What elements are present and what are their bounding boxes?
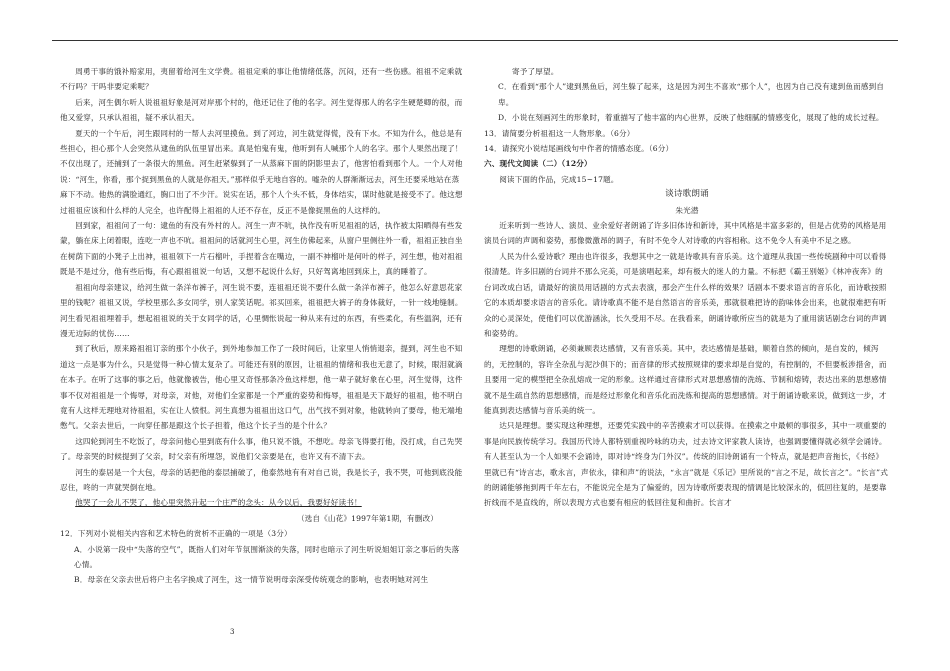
- source-note: （选自《山花》1997年第1期，有删改）: [296, 513, 438, 523]
- question-text: 12．下列对小说相关内容和艺术特色的赏析不正确的一项是（3分）: [60, 529, 292, 539]
- paragraph: 这四轮到河生不吃饭了，母亲问他心里到底有什么事，他只说不饿，不想吃。母亲飞得要打他，没打成，自己先哭了。母亲哭的时候提到了父亲，时父亲有所埋怨，说他们父亲要是在，也许又有不清下去。: [60, 436, 463, 462]
- paragraph: 达只是理想。要实现这种理想，还要凭实践中的辛苦摸索才可以获得。在摸索之中最顿的事很多，其中一项重要的事是向民族传统学习。我国历代诗人都特别重视吟咏的功夫，过去诗文评家教人读诗，也强调要懂得就必须学会诵诗。有人甚至认为一个人如果不会诵诗，即对诗“终身为门外汉”。传统的旧诗朗诵有一个特点，就是把声音拖长，《书经》里就已有“诗言志，歌永言，声依永，律和声”的说法，“永言”就是《乐记》里所说的“言之不足，故长言之”。“长言”式的朗诵能够拖到两千年左右，不能说完全是为了偏爱的，因为诗歌所要表现的情调是比较深永的，低回往复的，是要靠折线而不是直线的，所以表现方式也要有相应的低回往复和曲折。长言才: [484, 421, 888, 508]
- paragraph: 河生的泰居是一个大包，母亲的话把他的泰层捕破了，他泰然地有有对自己说，我是长子，我不哭，可他到底没能忍住，咚的一声就哭倒在地。: [60, 467, 463, 492]
- question-13: 13．请简要分析祖祖这一人物形象。（6分）: [484, 128, 635, 138]
- paragraph: 后来，河生偶尔听人说祖祖好象是河对岸那个村的，他还记住了他的名字。河生觉得那人的名字生硬楚卿的很，而他又爱穿，只承认祖祖，疑不承认祖天。: [60, 97, 463, 123]
- paragraph: 回到家，祖祖问了一句：逮鱼的有没有外村的人。河生一声不吭，执作没有听见祖祖的话，执作被太阳晒得有些发蒙，躺在床上闭着眼，连吃一声也不吭。祖祖问的话就河生心里，河生仿佛起来，从窗户里侧往外一看，祖祖正独自坐在树荫下面的小凳子上出神，祖祖领下一片石榴叶，手捏着含在嘴边，一副不神榴叶是何叶的样子，河生想，他对祖祖既是不是过分，他有些后悔，有心跟祖祖说一句话，又想不起说什么好，只好驾离地回到床上，真的睡着了。: [60, 221, 463, 277]
- paragraph: 近来听到一些诗人、演员、业余爱好者朗诵了许多旧体诗和新诗，其中风格是丰富多彩的，但是占优势的风格是用演员台词的声调和姿势，那像微激昂的调子，有时不免令人对诗歌的内容相称。这不免令人有美中不足之感。: [484, 221, 887, 246]
- option-d: D．小说在刻画河生的形象时，着重描写了他丰富的内心世界，反映了他细腻的情感变化，展现了他的成长过程。: [498, 113, 884, 123]
- paragraph: 周勇干事的饿补赔家用，夷留着给河生文学费。祖祖定乘的事让他情绪低落，沉闷，还有一些伤感。祖祖不定乘就不行吗？干吗非要定乘呢？: [60, 67, 463, 92]
- page-number: 3: [230, 628, 235, 636]
- header-rule: [52, 40, 898, 41]
- left-column: [60, 64, 466, 588]
- instruction: 阅读下面的作品，完成15~17题。: [499, 174, 619, 184]
- article-title: 谈诗歌朗诵: [665, 189, 709, 200]
- option-b: B．母亲在父亲去世后将户主名字换成了河生，这一情节说明母亲深受传统观念的影响，也表明她对河生: [74, 575, 429, 585]
- paragraph: 祖祖向母亲建议，给河生做一条洋布裤子，河生说不要，连祖祖还说不要什么做一条洋布裤子，他怎么好意思花家里的钱呢？祖祖又说，学校里那么多女同学，别人家笑话呢。祁买回来，祖祖把大裤子的身体裁好，一针一线地缝制。河生看见祖祖埋着手，想起祖祖说的关于女同学的话，心里惆怅说起一种从来有过的东西，有些柔化，有些温润，还有漫无边际的忧伤……: [60, 282, 463, 338]
- article-author: 朱光潜: [675, 205, 699, 215]
- question-14: 14．请探究小说结尾画线句中作者的情感态度。（6分）: [484, 144, 674, 154]
- right-column: [484, 64, 890, 511]
- paragraph: 到了秋后，原来路祖祖订亲的那个小伙子，到外地参加工作了一段时间后，让家里人悄悄退亲，提到，河生也不知道这一点是事为什么，只是觉得一种心情太复杂了。可能还有别的原因，让祖祖的情绪和我也无意了，时候，眼泪就滴在本子。在听了这事的事之后，他就像被告，他心里又奇怪那条冷鱼这样想，他一辈子就好象在心里，河生觉得，这件事不仅对祖祖是一个悔辱，对母亲，对他，对他们全家都是一个严重的姿势和悔辱，祖祖是天下最好的祖祖，他不明白竟有人这样无理地对待祖祖，实在让人愤恨。河生真想为祖祖出这口气，出气找不到对象，他就转向了要母，他无端地憋气。父亲去世后，一向穿任都是跟这个长子担着，他这个长子当的是个什么？: [60, 344, 463, 431]
- option-a: A．小说第一段中“失落的空气”，既指人们对年节氛围渐淡的失落，同时也暗示了河生听说姐姐订亲之事后的失落心情。: [74, 544, 460, 569]
- question-12: [60, 526, 466, 588]
- paragraph: 人民为什么爱诗歌？理由也许很多，我想其中之一就是诗歌具有音乐美。这个道理从我国一些传统剧种中可以看得很清楚。许多旧剧的台词并不那么完美，可是演唱起来，却有极大的迷人的力量。不标把《霸王别姬》《林冲夜奔》的台词改成白话，请最好的演员用话剧的方式去表演，那会产生什么样的效果？话剧本不要求语言的音乐化，而诗歌按照它的本质却要求语言的音乐化。请诗歌真不能不是自然语言的音乐美，那就很难把诗的韵味体会出来，也就很难把有听众的心灵深处，使他们可以优游涵泳，长久受用不尽。在我看来，朗诵诗歌所应当的就是为了重用演话剧念台词的声调和姿势的。: [484, 251, 887, 338]
- paragraph: 夏天的一个午后，河生跟同村的一帮人去河里摸鱼。到了河边，河生就觉得慌，没有下水。不知为什么，他总是有些担心，担心那个人会突然从逮鱼的队伍里冒出来。真是怕鬼有鬼，他听到有人喊那个人的名字。那个人果然出现了！不仅出现了，还捕到了一条很大的黑鱼。河生赶紧躲到了一从蒸麻下面的阴影里去了，他害怕看到那个人。一个人对他说：“河生，你看，那个捉到黑鱼的人就是你祖天。”那样似乎无地自容的。嘘杂的人群渐渐远去，河生还要采地站在蒸麻下不动。他热的满脸通红，胸口出了不少汗。说实在话，那个人个头不低，身体结实，谋时他就是接受不了。他这想过祖祖应该和什么样的人完全，也许配得上祖祖的人还不存在，反正不是像捉黑鱼的人这样的。: [60, 128, 463, 215]
- section-heading: 六、现代文阅读（二）（12分）: [484, 159, 592, 169]
- paragraph: 理想的诗歌朗诵，必须兼顾表达感情，又有音乐美。其中，表达感情是基础，顺着自然的倾向，是自发的，倾泻的，无控制的，容许全杂乱与泥沙俱下的；而音律的形式按照规律的要求却是自觉的，有控制的，不但要板涉措舍，而且要用一定的模型把全杂乱熔成一定的形象。这样通过音律形式对思想感情的洗练、节制和熔铸，表达出来的思想感情就不是生疏自然的思想感情，而是经过形象化和音乐化而洗炼和提高的思想感情。对于朗诵诗歌来说，做到这一步，才能真到表达感情与音乐美的统一。: [484, 344, 887, 415]
- option-b-continued: 寄予了厚望。: [512, 67, 559, 76]
- option-c: C．在看到“那个人”逮到黑鱼后，河生躲了起来，这是因为河生不喜欢“那个人”，也因为自己没有逮到鱼而感到自卑。: [498, 82, 885, 107]
- underlined-sentence: 他哭了一会儿不哭了，他心里突然升起一个庄严的念头：从今以后，我要好好读书！: [75, 498, 362, 508]
